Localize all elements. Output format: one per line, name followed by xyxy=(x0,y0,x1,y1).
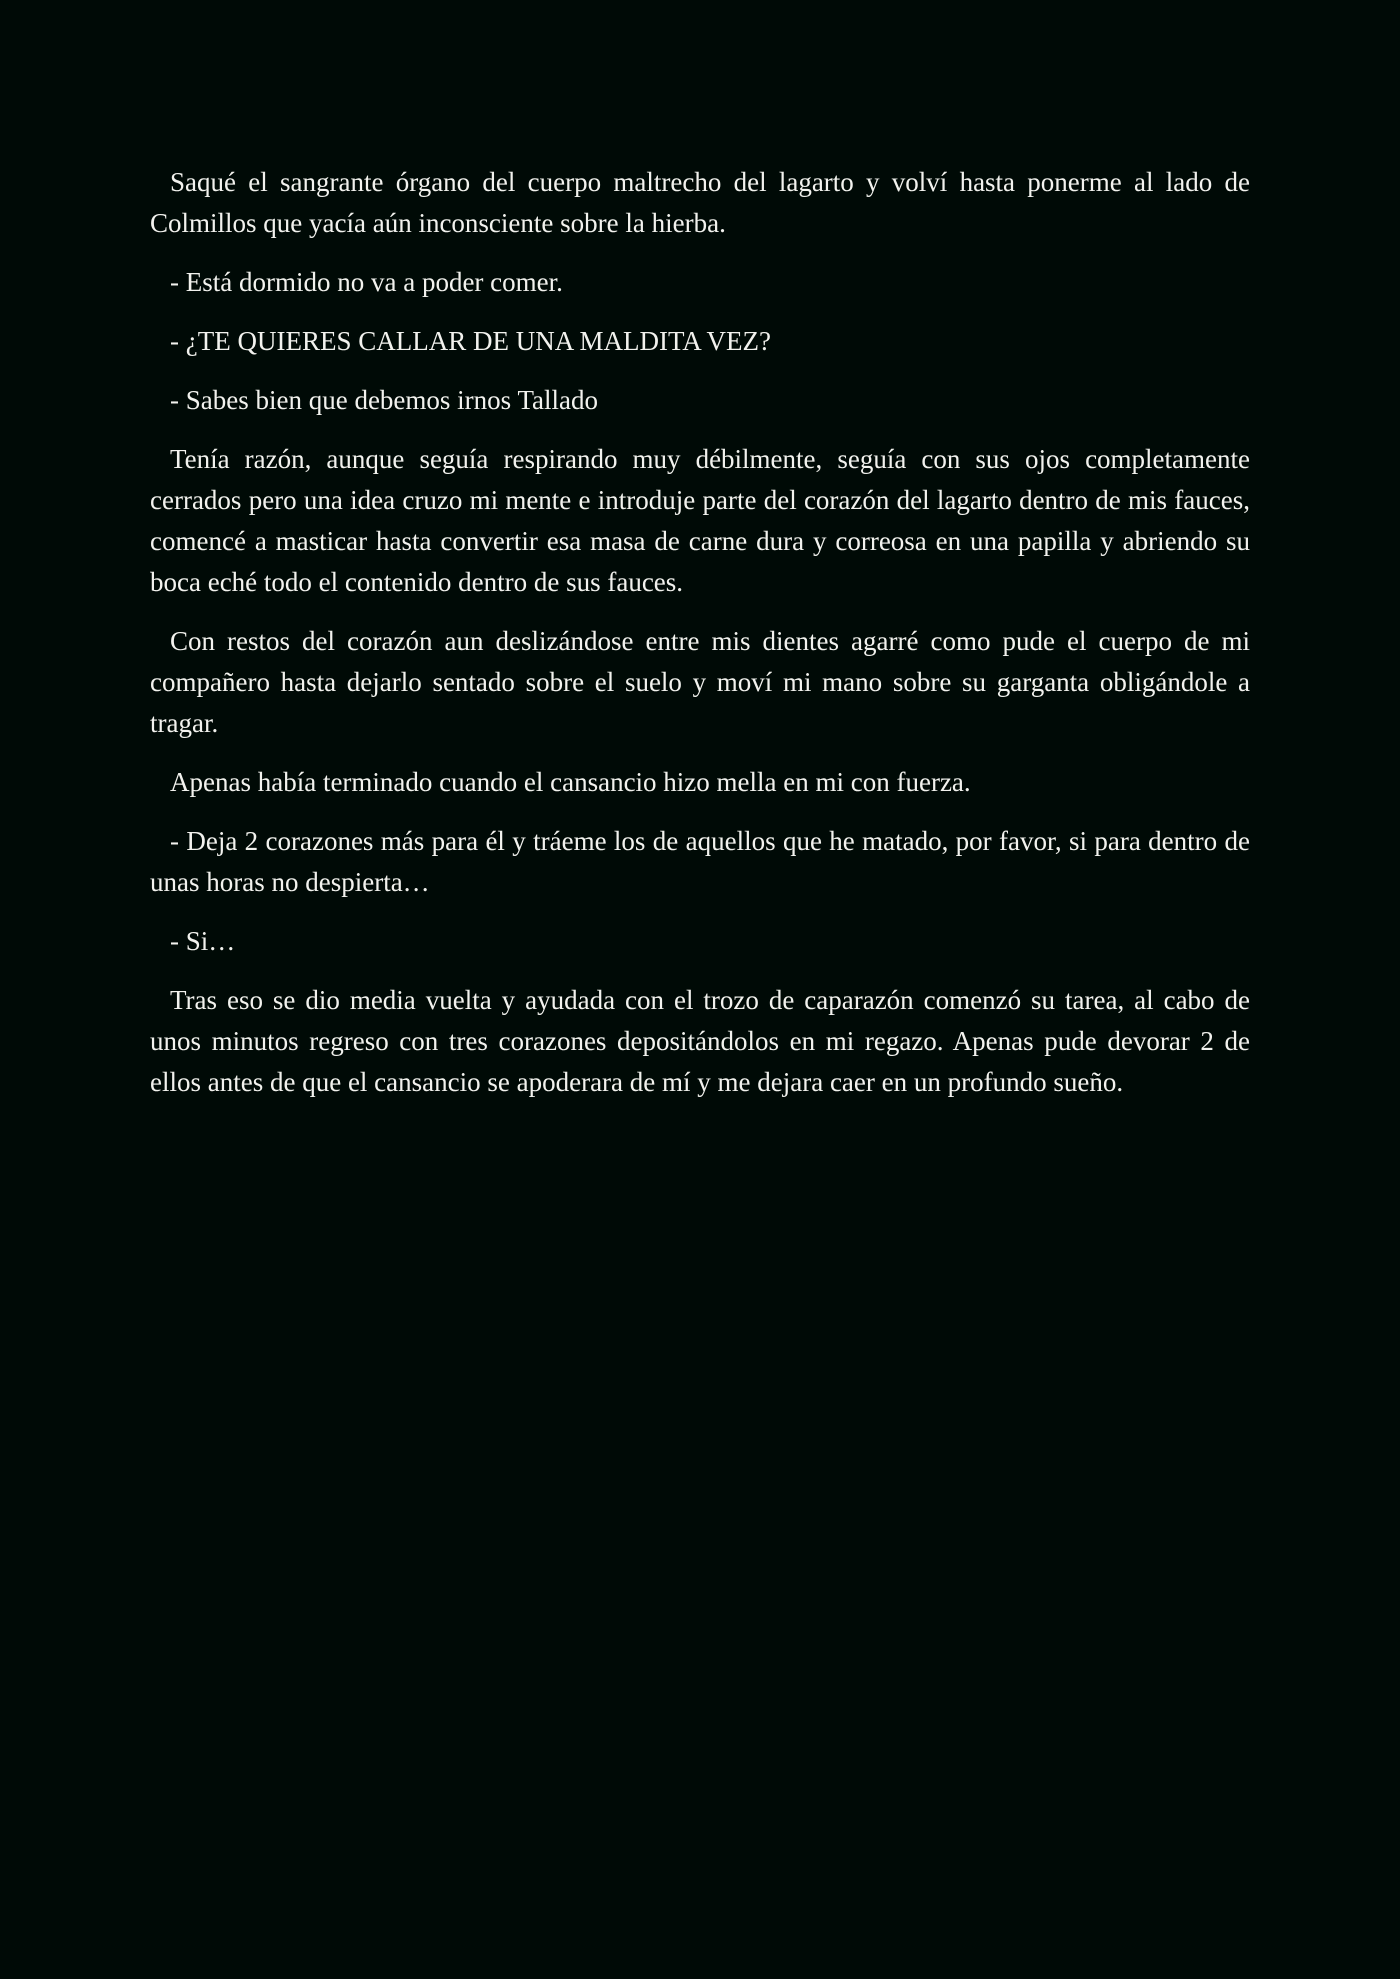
paragraph-7: Apenas había terminado cuando el cansancio hizo mella en mi con fuerza. xyxy=(170,767,971,797)
paragraph-2: - Está dormido no va a poder comer. xyxy=(170,267,563,297)
paragraph-8: - Deja 2 corazones más para él y tráeme los de aquellos que he matado, por favor, si para dentro de unas horas no despierta… xyxy=(150,826,1250,897)
paragraph-10: Tras eso se dio media vuelta y ayudada con el trozo de caparazón comenzó su tarea, al cabo de unos minutos regreso con tres corazones depositándolos en mi regazo. Apenas pude devorar 2 de ellos antes de que el cansancio se apoderara de mí y me dejara caer en un profundo sueño. xyxy=(150,985,1250,1097)
body-text xyxy=(150,162,1250,1103)
paragraph-5: Tenía razón, aunque seguía respirando muy débilmente, seguía con sus ojos completamente cerrados pero una idea cruzo mi mente e introduje parte del corazón del lagarto dentro de mis fauces, comencé a masticar hasta convertir esa masa de carne dura y correosa en una papilla y abriendo su boca eché todo el contenido dentro de sus fauces. xyxy=(150,444,1250,597)
paragraph-6: Con restos del corazón aun deslizándose entre mis dientes agarré como pude el cuerpo de mi compañero hasta dejarlo sentado sobre el suelo y moví mi mano sobre su garganta obligándole a tragar. xyxy=(150,626,1250,738)
paragraph-9: - Si… xyxy=(170,926,236,956)
paragraph-1: Saqué el sangrante órgano del cuerpo maltrecho del lagarto y volví hasta ponerme al lado de Colmillos que yacía aún inconsciente sobre la hierba. xyxy=(150,167,1250,238)
paragraph-3: - ¿TE QUIERES CALLAR DE UNA MALDITA VEZ? xyxy=(170,326,772,356)
paragraph-4: - Sabes bien que debemos irnos Tallado xyxy=(170,385,599,415)
